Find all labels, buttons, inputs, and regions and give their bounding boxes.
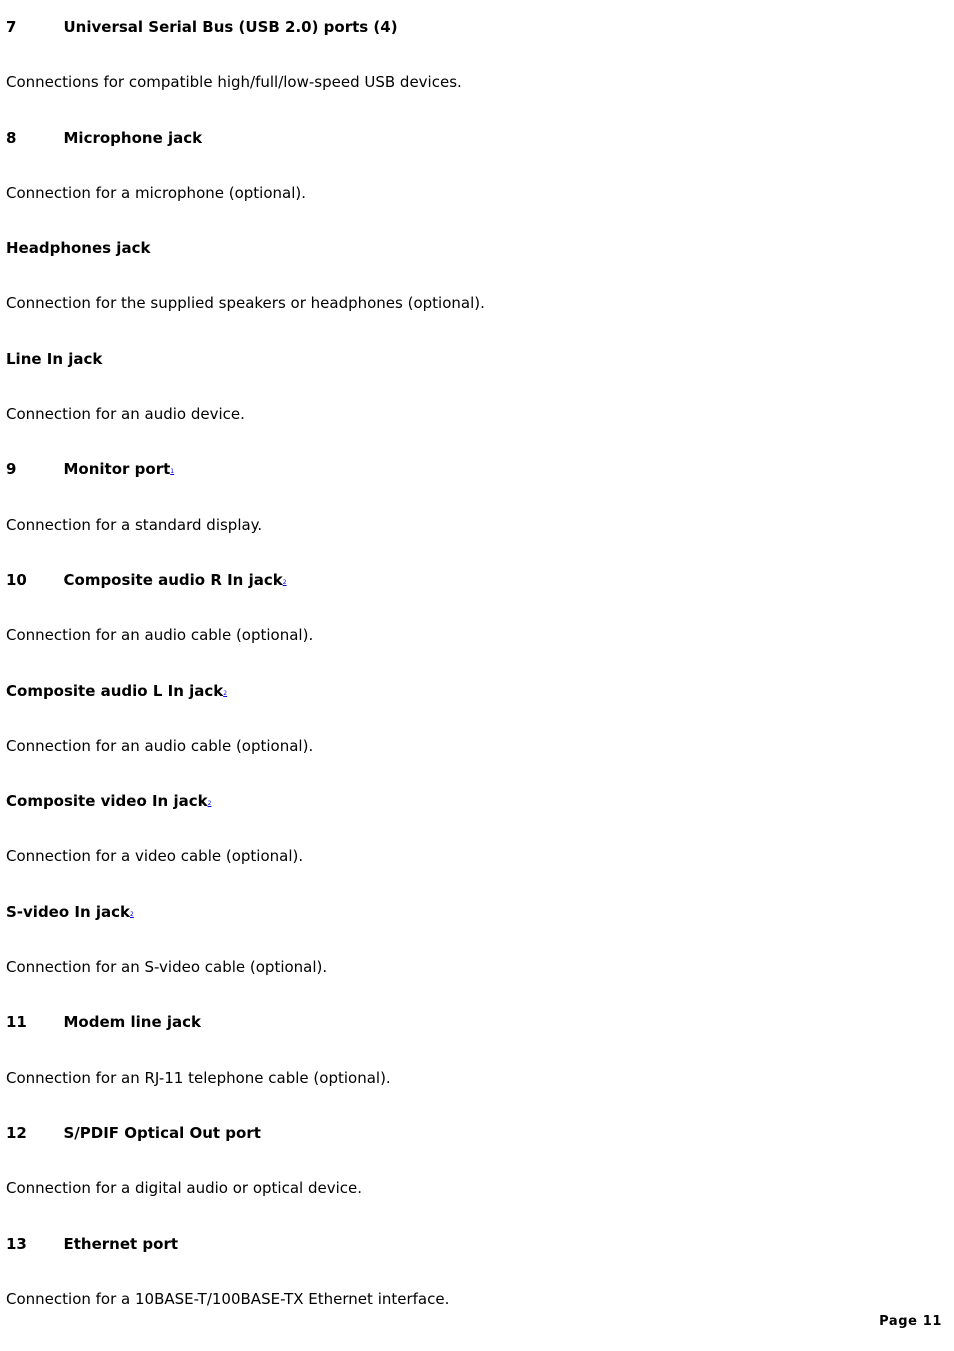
section-heading	[6, 902, 936, 957]
item-number: 8	[6, 128, 17, 147]
item-number: 11	[6, 1013, 27, 1032]
document-body	[6, 17, 936, 1344]
item-number: 13	[6, 1234, 27, 1253]
item-number: 10	[6, 570, 27, 589]
footnote-link[interactable]: 1	[170, 468, 175, 476]
description-text: Connection for an audio cable (optional).	[6, 626, 314, 645]
description-text: Connection for a digital audio or optical device.	[6, 1179, 362, 1198]
description-text: Connection for an RJ-11 telephone cable (optional).	[6, 1068, 391, 1087]
item-title: Modem line jack	[63, 1013, 201, 1032]
page-number: Page 11	[879, 1314, 942, 1329]
description-text: Connection for a video cable (optional).	[6, 847, 304, 866]
description-text: Connection for an audio cable (optional).	[6, 736, 314, 755]
item-title: Headphones jack	[6, 239, 151, 258]
footnote-link[interactable]: 2	[207, 800, 212, 808]
section-heading	[6, 238, 936, 293]
footnote-link[interactable]: 2	[282, 578, 287, 586]
description-text: Connection for a standard display.	[6, 515, 263, 534]
section-heading	[6, 128, 936, 183]
item-title: Line In jack	[6, 349, 103, 368]
item-number: 12	[6, 1123, 27, 1142]
item-title: S-video In jack	[6, 902, 130, 921]
section-heading	[6, 1123, 936, 1178]
item-title: Composite audio L In jack	[6, 681, 224, 700]
description-text: Connection for the supplied speakers or headphones (optional).	[6, 294, 485, 313]
item-title: Universal Serial Bus (USB 2.0) ports (4)	[63, 18, 398, 36]
item-title: Monitor port	[63, 460, 171, 479]
item-title: Composite video In jack	[6, 792, 208, 811]
item-number: 7	[6, 18, 17, 36]
section-heading	[6, 1234, 936, 1289]
item-title: Microphone jack	[63, 128, 203, 147]
item-title: S/PDIF Optical Out port	[63, 1123, 261, 1142]
description-text: Connection for a microphone (optional).	[6, 183, 307, 202]
item-title: Composite audio R In jack	[63, 570, 283, 589]
item-title: Ethernet port	[63, 1234, 179, 1253]
footnote-link[interactable]: 2	[223, 689, 228, 697]
section-heading	[6, 17, 936, 72]
section-heading	[6, 459, 936, 514]
description-text: Connection for an audio device.	[6, 405, 245, 424]
section-heading	[6, 349, 936, 404]
description-text: Connection for an S-video cable (optional).	[6, 958, 328, 977]
section-heading	[6, 791, 936, 846]
section-heading	[6, 681, 936, 736]
footnote-link[interactable]: 2	[130, 910, 134, 918]
item-number: 9	[6, 460, 17, 479]
section-heading	[6, 570, 936, 625]
description-text: Connection for a 10BASE-T/100BASE-TX Ethernet interface.	[6, 1289, 450, 1308]
description-text: Connections for compatible high/full/low-speed USB devices.	[6, 73, 462, 92]
section-heading	[6, 1012, 936, 1067]
